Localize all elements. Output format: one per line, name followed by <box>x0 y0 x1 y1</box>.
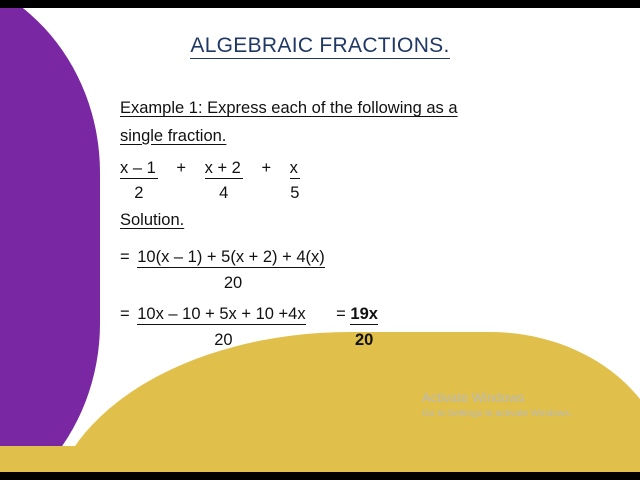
watermark-title: Activate Windows <box>422 390 525 406</box>
step-2-fraction <box>137 306 305 349</box>
fraction-2-numerator: x + 2 <box>204 159 241 177</box>
problem-expression <box>120 160 600 210</box>
step-1 <box>120 249 600 292</box>
step-1-fraction <box>137 249 325 292</box>
result-equals: = <box>336 304 346 323</box>
step-2-equals: = <box>120 304 130 323</box>
step-1-denominator: 20 <box>223 274 243 292</box>
slide-content <box>0 8 640 472</box>
activate-windows-watermark <box>422 390 612 420</box>
step-1-equals: = <box>120 247 130 266</box>
fraction-1-denominator: 2 <box>134 183 144 202</box>
operator-2: + <box>261 159 272 177</box>
step-1-numerator: 10(x – 1) + 5(x + 2) + 4(x) <box>137 249 325 269</box>
operator-1: + <box>176 159 187 177</box>
result-numerator: 19x <box>350 306 378 326</box>
solution-label: Solution. <box>120 211 185 229</box>
fraction-2-denominator: 4 <box>219 183 229 202</box>
slide-title <box>0 34 640 58</box>
step-2-denominator: 20 <box>214 331 233 349</box>
fraction-1 <box>120 160 158 201</box>
fraction-3-denominator: 5 <box>290 183 300 202</box>
step-2-numerator: 10x – 10 + 5x + 10 +4x <box>137 306 305 326</box>
slide-body <box>120 100 600 349</box>
presentation-slide <box>0 8 640 472</box>
example-line-2: single fraction. <box>120 126 227 145</box>
result-fraction <box>350 306 378 349</box>
step-2 <box>120 306 600 349</box>
fraction-3-numerator: x <box>289 159 298 177</box>
example-line-1: Example 1: Express each of the following as a <box>120 99 458 117</box>
fraction-1-numerator: x – 1 <box>120 159 156 177</box>
fraction-2 <box>205 160 243 201</box>
result-denominator: 20 <box>354 331 374 349</box>
watermark-subtitle: Go to Settings to activate Windows. <box>422 407 572 419</box>
slide-title-text: ALGEBRAIC FRACTIONS. <box>190 34 450 57</box>
fraction-3 <box>290 160 300 201</box>
